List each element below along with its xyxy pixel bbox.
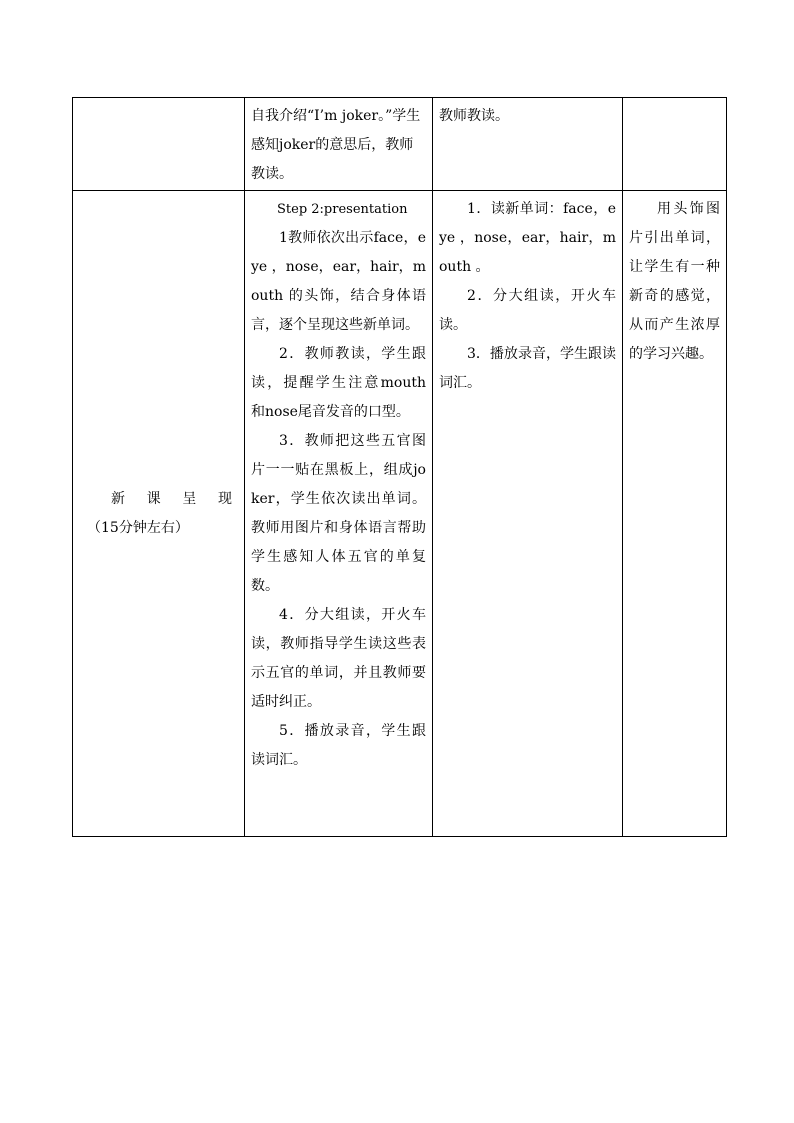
student-step-1: 1．读新单词：face，eye ，nose，ear，hair，mouth 。	[439, 201, 616, 275]
stage-cell	[73, 191, 245, 837]
teacher-activity-cell	[245, 191, 433, 837]
teacher-step-3: 3．教师把这些五官图片一一贴在黑板上，组成joker，学生依次读出单词。教师用图片和身体语言帮助学生感知人体五官的单复数。	[251, 433, 426, 594]
stage-time: （15分钟左右）	[87, 519, 189, 536]
table-row	[73, 98, 727, 191]
step-heading: Step 2:presentation	[277, 202, 408, 217]
teacher-step-2: 2．教师教读，学生跟读，提醒学生注意mouth 和nose尾音发音的口型。	[251, 346, 426, 420]
student-step-3: 3．播放录音，学生跟读词汇。	[439, 346, 616, 391]
teacher-step-5: 5．播放录音，学生跟读词汇。	[251, 723, 426, 768]
teacher-activity-cell	[245, 98, 433, 191]
stage-cell	[73, 98, 245, 191]
student-activity-text: 教师教读。	[439, 108, 509, 124]
teacher-step-1: 1教师依次出示face，eye ，nose，ear，hair，mouth 的头饰，结合身体语言，逐个呈现这些新单词。	[251, 230, 426, 333]
teacher-activity-text: 自我介绍“I’m joker。”学生感知joker的意思后，教师教读。	[251, 108, 421, 182]
design-intent-cell	[623, 191, 727, 837]
student-step-2: 2．分大组读，开火车读。	[439, 288, 616, 333]
teacher-step-4: 4．分大组读，开火车读，教师指导学生读这些表示五官的单词，并且教师要适时纠正。	[251, 607, 426, 710]
stage-title: 新 课 呈 现	[111, 490, 234, 507]
student-activity-cell	[433, 191, 623, 837]
design-intent-text: 用头饰图片引出单词，让学生有一种新奇的感觉，从而产生浓厚的学习兴趣。	[629, 201, 720, 362]
lesson-plan-table	[72, 97, 727, 837]
design-intent-cell	[623, 98, 727, 191]
table-row	[73, 191, 727, 837]
student-activity-cell	[433, 98, 623, 191]
